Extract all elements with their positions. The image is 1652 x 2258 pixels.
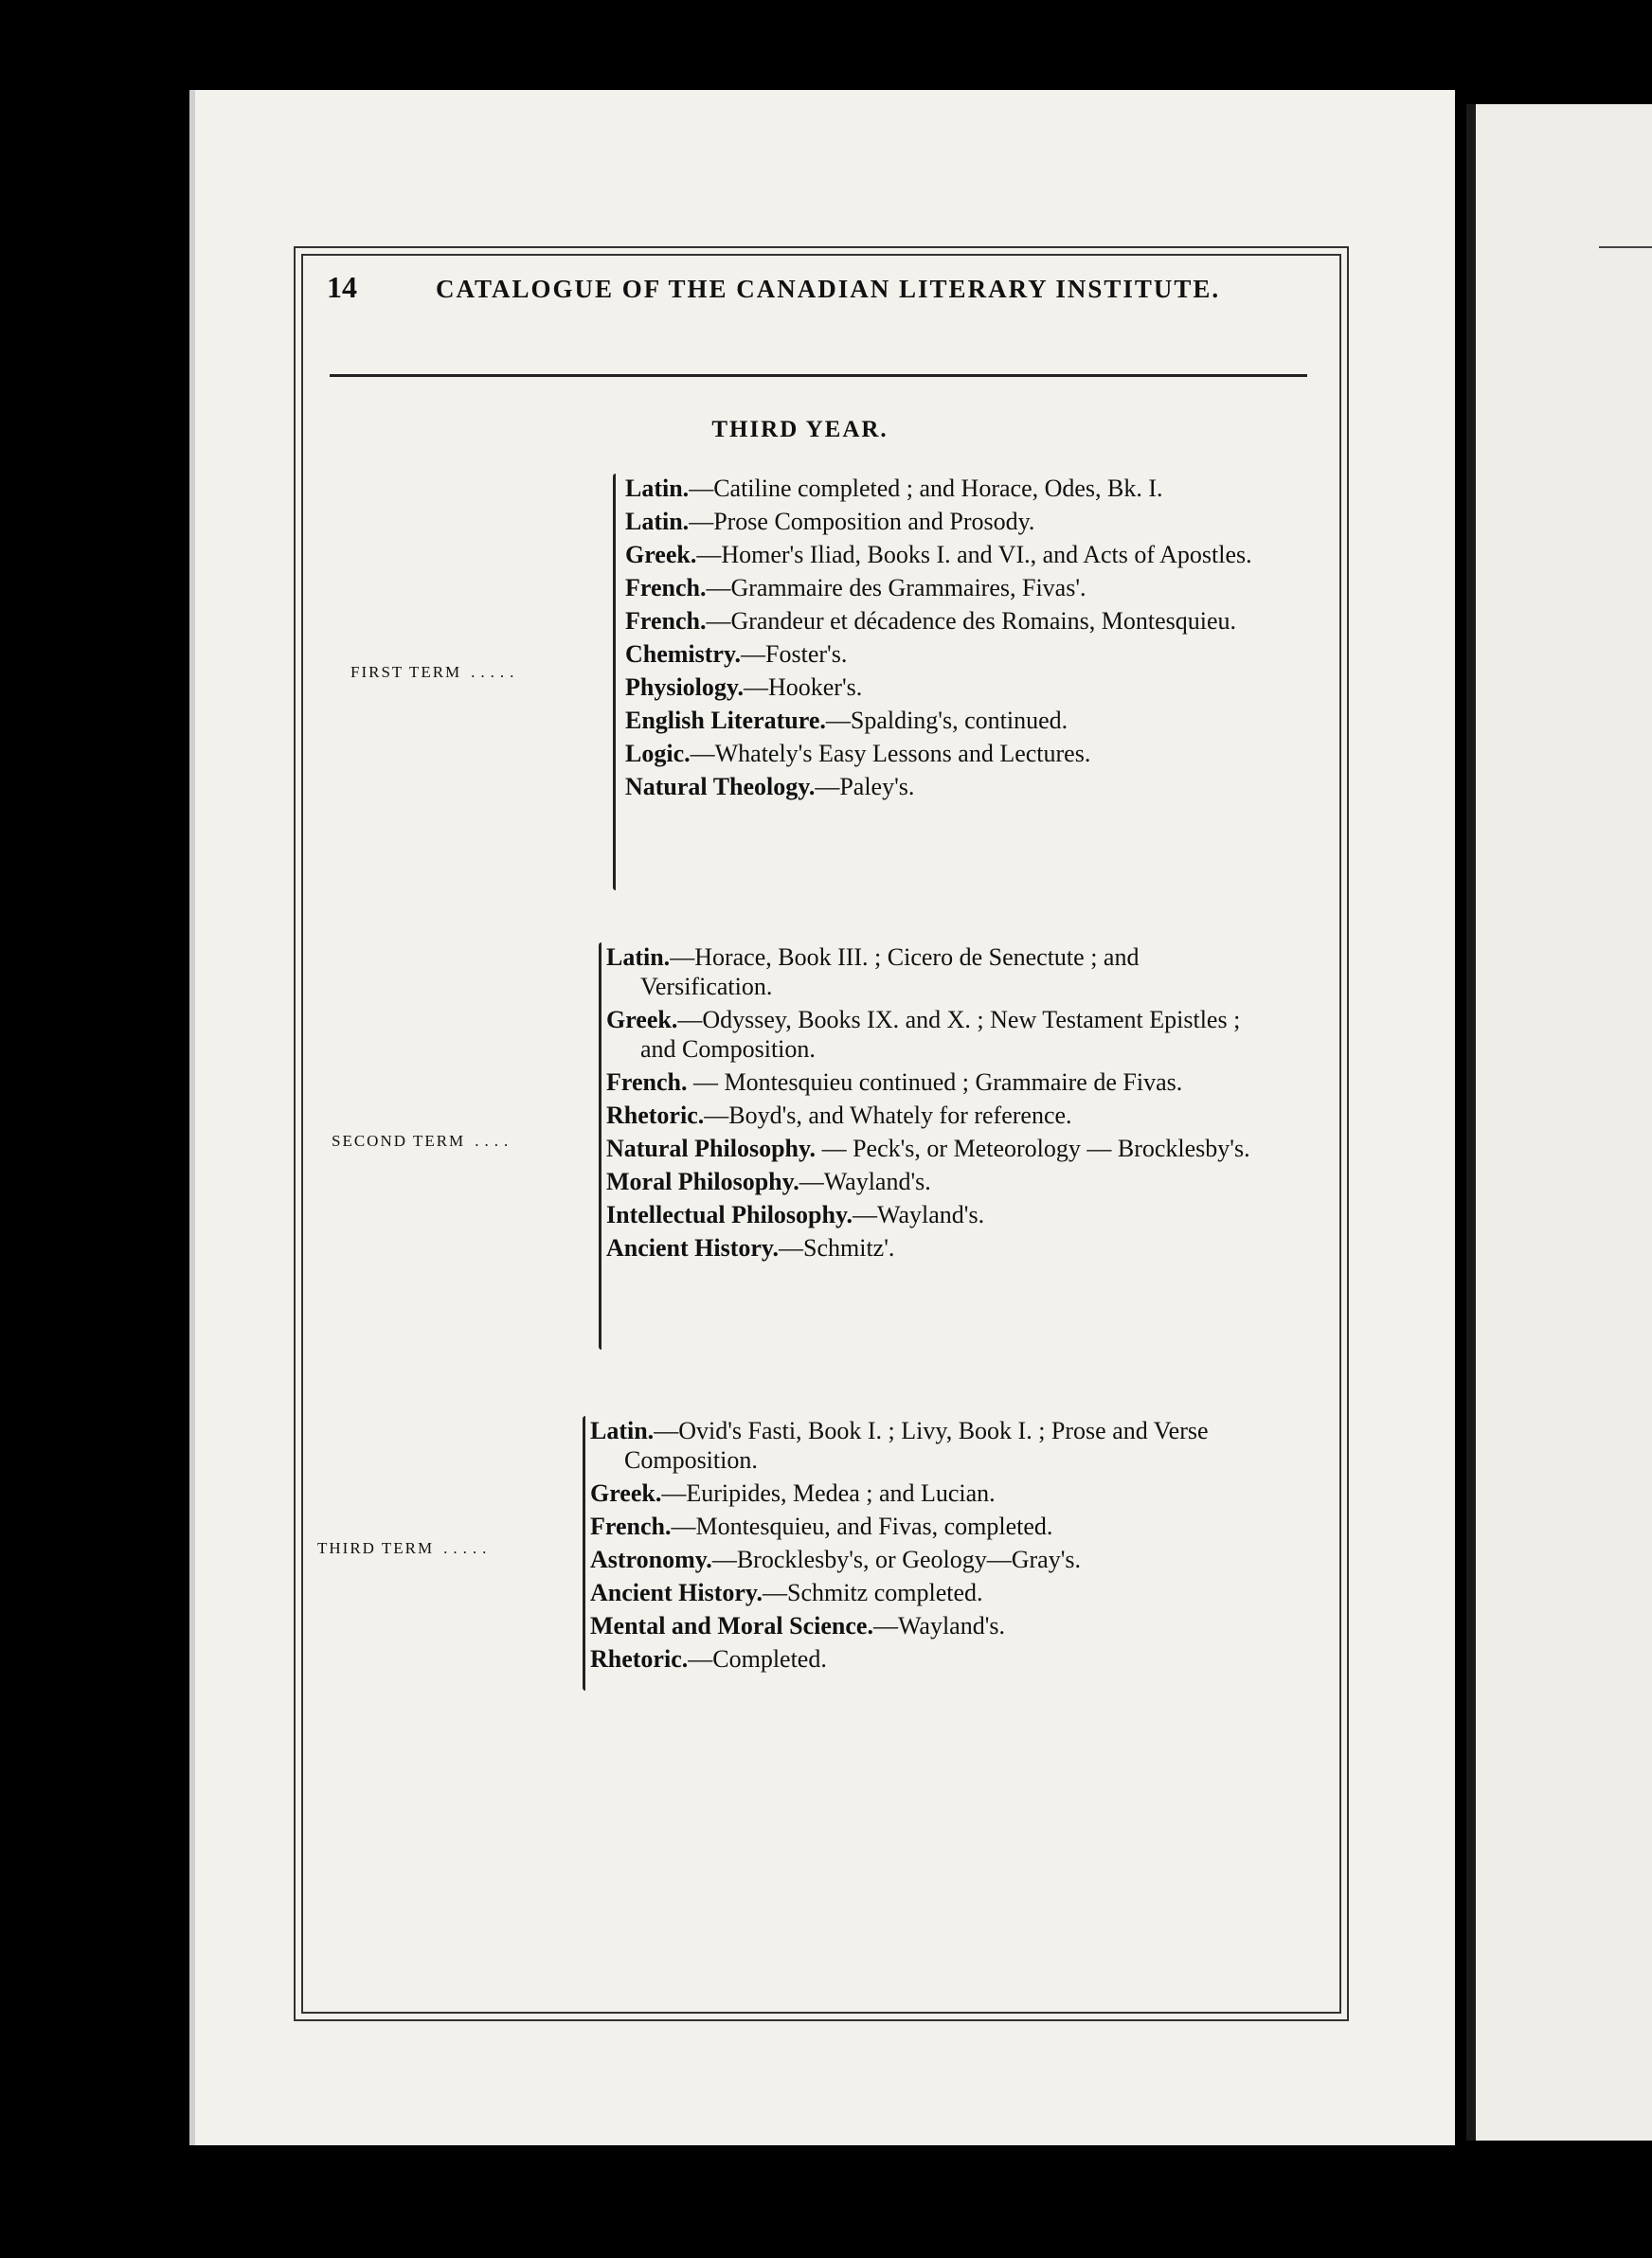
course-subject: Natural Theology. [625,773,816,800]
term-label [350,663,519,682]
course-detail: —Completed. [688,1645,827,1673]
course-entry [625,573,1279,602]
course-detail: —Spalding's, continued. [825,707,1068,734]
course-detail: —Montesquieu, and Fivas, completed. [671,1513,1053,1540]
course-entry [625,672,1279,702]
course-detail: — Peck's, or Meteorology — Brocklesby's. [816,1135,1250,1162]
course-entry [625,639,1279,669]
course-detail: —Grandeur et décadence des Romains, Montesquieu. [706,607,1236,635]
section-title-text: THIRD YEAR. [711,417,889,442]
course-list [606,942,1269,1266]
course-entry [606,1067,1269,1097]
page-header [327,270,1312,327]
term-label-text: THIRD TERM [317,1539,435,1557]
course-detail: —Horace, Book III. ; Cicero de Senectute ; and Versification. [640,943,1140,1000]
course-detail: —Boyd's, and Whately for reference. [704,1102,1072,1129]
course-detail: —Schmitz'. [779,1234,895,1262]
course-detail: —Schmitz completed. [763,1579,983,1606]
course-entry [625,706,1279,735]
course-entry [625,606,1279,636]
course-subject: Astronomy. [590,1546,712,1573]
course-entry [606,1101,1269,1130]
course-subject: French. [590,1513,672,1540]
course-subject: Rhetoric. [590,1645,689,1673]
course-subject: French. [625,574,707,601]
term-brace [599,942,602,1350]
course-detail: —Foster's. [741,640,848,668]
course-detail: —Hooker's. [743,673,863,701]
course-list [590,1416,1253,1677]
course-entry [606,1005,1269,1064]
term-label-dots: ..... [471,663,520,681]
running-title: CATALOGUE OF THE CANADIAN LITERARY INSTITUTE. [436,275,1221,303]
course-entry [590,1644,1253,1674]
section-title [0,417,1652,443]
adjacent-page-edge [1466,104,1652,2141]
course-entry [606,1134,1269,1163]
course-detail: —Prose Composition and Prosody. [689,508,1035,535]
term-brace [583,1416,585,1691]
course-entry [625,772,1279,801]
term-label [332,1132,513,1151]
course-subject: French. [625,607,707,635]
course-subject: Latin. [625,475,690,502]
course-entry [606,1167,1269,1196]
term-label [317,1539,492,1558]
header-rule [330,374,1307,377]
course-subject: Chemistry. [625,640,742,668]
course-entry [625,540,1279,569]
course-detail: —Paley's. [815,773,915,800]
course-detail: —Euripides, Medea ; and Lucian. [661,1479,996,1507]
course-detail: —Wayland's. [799,1168,931,1195]
course-entry [590,1512,1253,1541]
course-detail: —Catiline completed ; and Horace, Odes, Bk. I. [689,475,1163,502]
course-subject: Latin. [606,943,671,971]
course-entry [625,739,1279,768]
course-entry [590,1416,1253,1475]
course-subject: English Literature. [625,707,826,734]
course-entry [590,1611,1253,1640]
course-entry [590,1545,1253,1574]
course-subject: Latin. [590,1417,655,1444]
course-entry [590,1578,1253,1607]
term-label-text: SECOND TERM [332,1132,466,1150]
course-detail: —Homer's Iliad, Books I. and VI., and Acts of Apostles. [696,541,1252,568]
course-subject: Ancient History. [590,1579,763,1606]
course-subject: Greek. [606,1006,678,1033]
course-subject: Ancient History. [606,1234,779,1262]
course-detail: —Grammaire des Grammaires, Fivas'. [706,574,1086,601]
term-label-dots: .... [475,1132,514,1150]
course-subject: Greek. [625,541,697,568]
course-detail: —Brocklesby's, or Geology—Gray's. [711,1546,1082,1573]
term-label-text: FIRST TERM [350,663,462,681]
course-detail: — Montesquieu continued ; Grammaire de Fivas. [687,1068,1183,1096]
course-subject: Latin. [625,508,690,535]
course-detail: —Whately's Easy Lessons and Lectures. [690,740,1091,767]
course-subject: Physiology. [625,673,744,701]
course-entry [625,507,1279,536]
course-list [625,474,1279,805]
course-entry [625,474,1279,503]
course-entry [606,942,1269,1001]
page-number: 14 [327,270,357,304]
course-subject: Natural Philosophy. [606,1135,817,1162]
course-subject: Mental and Moral Science. [590,1612,873,1640]
course-detail: —Ovid's Fasti, Book I. ; Livy, Book I. ; Prose and Verse Composition. [624,1417,1209,1474]
term-brace [613,474,616,890]
course-entry [590,1478,1253,1508]
course-detail: —Odyssey, Books IX. and X. ; New Testament Epistles ; and Composition. [640,1006,1241,1063]
course-entry [606,1200,1269,1229]
adjacent-page-rule [1599,246,1652,248]
course-subject: French. [606,1068,688,1096]
course-subject: Intellectual Philosophy. [606,1201,853,1228]
course-entry [606,1233,1269,1263]
course-subject: Rhetoric. [606,1102,705,1129]
course-subject: Logic. [625,740,691,767]
term-label-dots: ..... [443,1539,493,1557]
course-subject: Greek. [590,1479,662,1507]
course-detail: —Wayland's. [853,1201,985,1228]
course-subject: Moral Philosophy. [606,1168,799,1195]
course-detail: —Wayland's. [872,1612,1006,1640]
